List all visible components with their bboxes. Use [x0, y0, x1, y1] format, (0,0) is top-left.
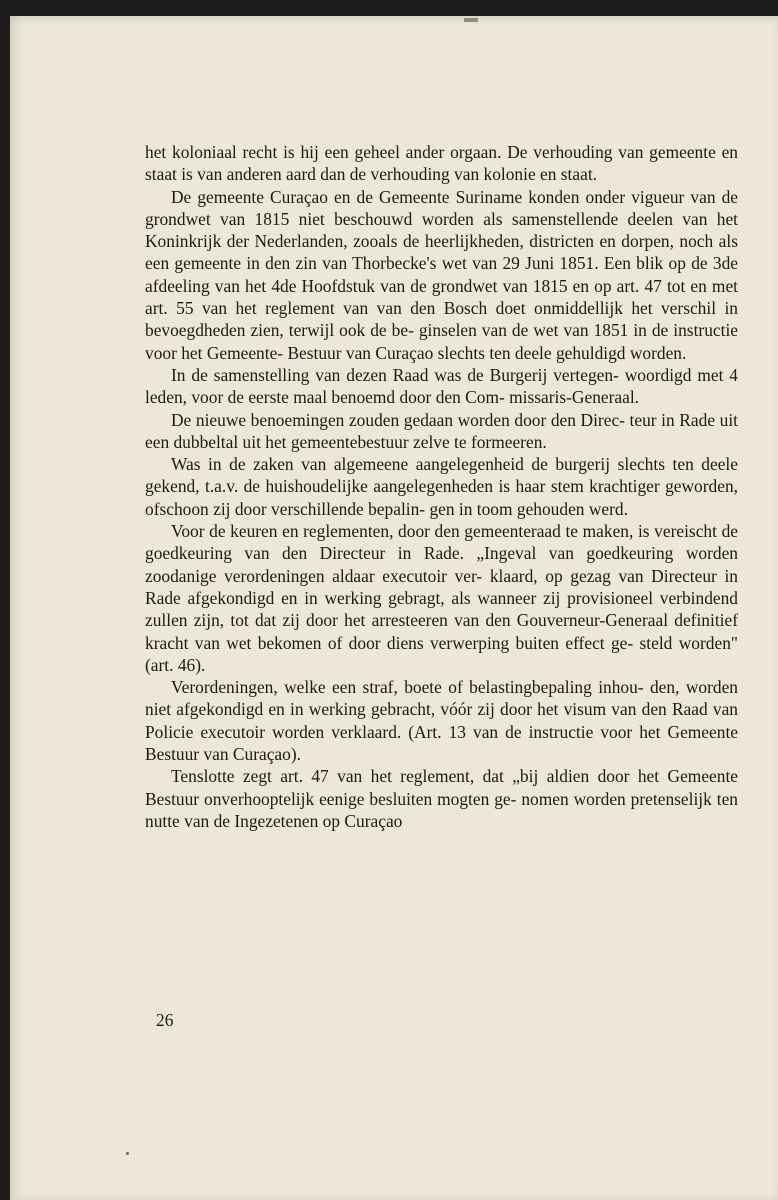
paragraph: Voor de keuren en reglementen, door den gemeenteraad te maken, is vereischt de goedkeuring van den Directeur in Rade. „Ingeval van goedkeuring worden zoodanige verordeningen aldaar executoir ver- klaard, op gezag van Directeur in Rade afgekondigd en in werking gebragt, als wanneer zij provisioneel verbindend zullen zijn, tot dat zij door het arresteeren van den Gouverneur-Generaal definitief kracht van wet bekomen of door diens verwerping buiten effect ge- steld worden" (art. 46).	[145, 521, 738, 675]
page-number: 26	[156, 1010, 174, 1030]
paragraph: De gemeente Curaçao en de Gemeente Suriname konden onder vigueur van de grondwet van 1815 niet beschouwd worden als samenstellende deelen van het Koninkrijk der Nederlanden, zooals de heerlijkheden, districten en dorpen, noch als een gemeente in den zin van Thorbecke's wet van 29 Juni 1851. Een blik op de 3de afdeeling van het 4de Hoofdstuk van de grondwet van 1815 en op art. 47 tot en met art. 55 van het reglement van van den Bosch doet onmiddellijk het verschil in bevoegdheden zien, terwijl ook de be- ginselen van de wet van 1851 in de instructie voor het Gemeente- Bestuur van Curaçao slechts ten deele gehuldigd worden.	[145, 186, 738, 363]
book-page	[10, 16, 778, 1200]
scan-speck	[126, 1152, 129, 1155]
scan-mark	[464, 18, 478, 22]
paragraph: De nieuwe benoemingen zouden gedaan worden door den Direc- teur in Rade uit een dubbeltal uit het gemeentebestuur zelve te formeeren.	[145, 409, 738, 452]
body-text	[145, 141, 738, 832]
paragraph: In de samenstelling van dezen Raad was de Burgerij vertegen- woordigd met 4 leden, voor de eerste maal benoemd door den Com- missaris-Generaal.	[145, 364, 738, 408]
paragraph: Tenslotte zegt art. 47 van het reglement, dat „bij aldien door het Gemeente Bestuur onverhooptelijk eenige besluiten mogten ge- nomen worden pretenselijk ten nutte van de Ingezetenen op Curaçao	[145, 766, 738, 831]
paragraph: Verordeningen, welke een straf, boete of belastingbepaling inhou- den, worden niet afgekondigd en in werking gebracht, vóór zij door het visum van den Raad van Policie executoir worden verklaard. (Art. 13 van de instructie voor het Gemeente Bestuur van Curaçao).	[145, 677, 738, 765]
paragraph: het koloniaal recht is hij een geheel ander orgaan. De verhouding van gemeente en staat is van anderen aard dan de verhouding van kolonie en staat.	[145, 142, 738, 185]
paragraph: Was in de zaken van algemeene aangelegenheid de burgerij slechts ten deele gekend, t.a.v. de huishoudelijke aangelegenheden is haar stem krachtiger geworden, ofschoon zij door verschillende bepalin- gen in toom gehouden werd.	[145, 454, 738, 519]
